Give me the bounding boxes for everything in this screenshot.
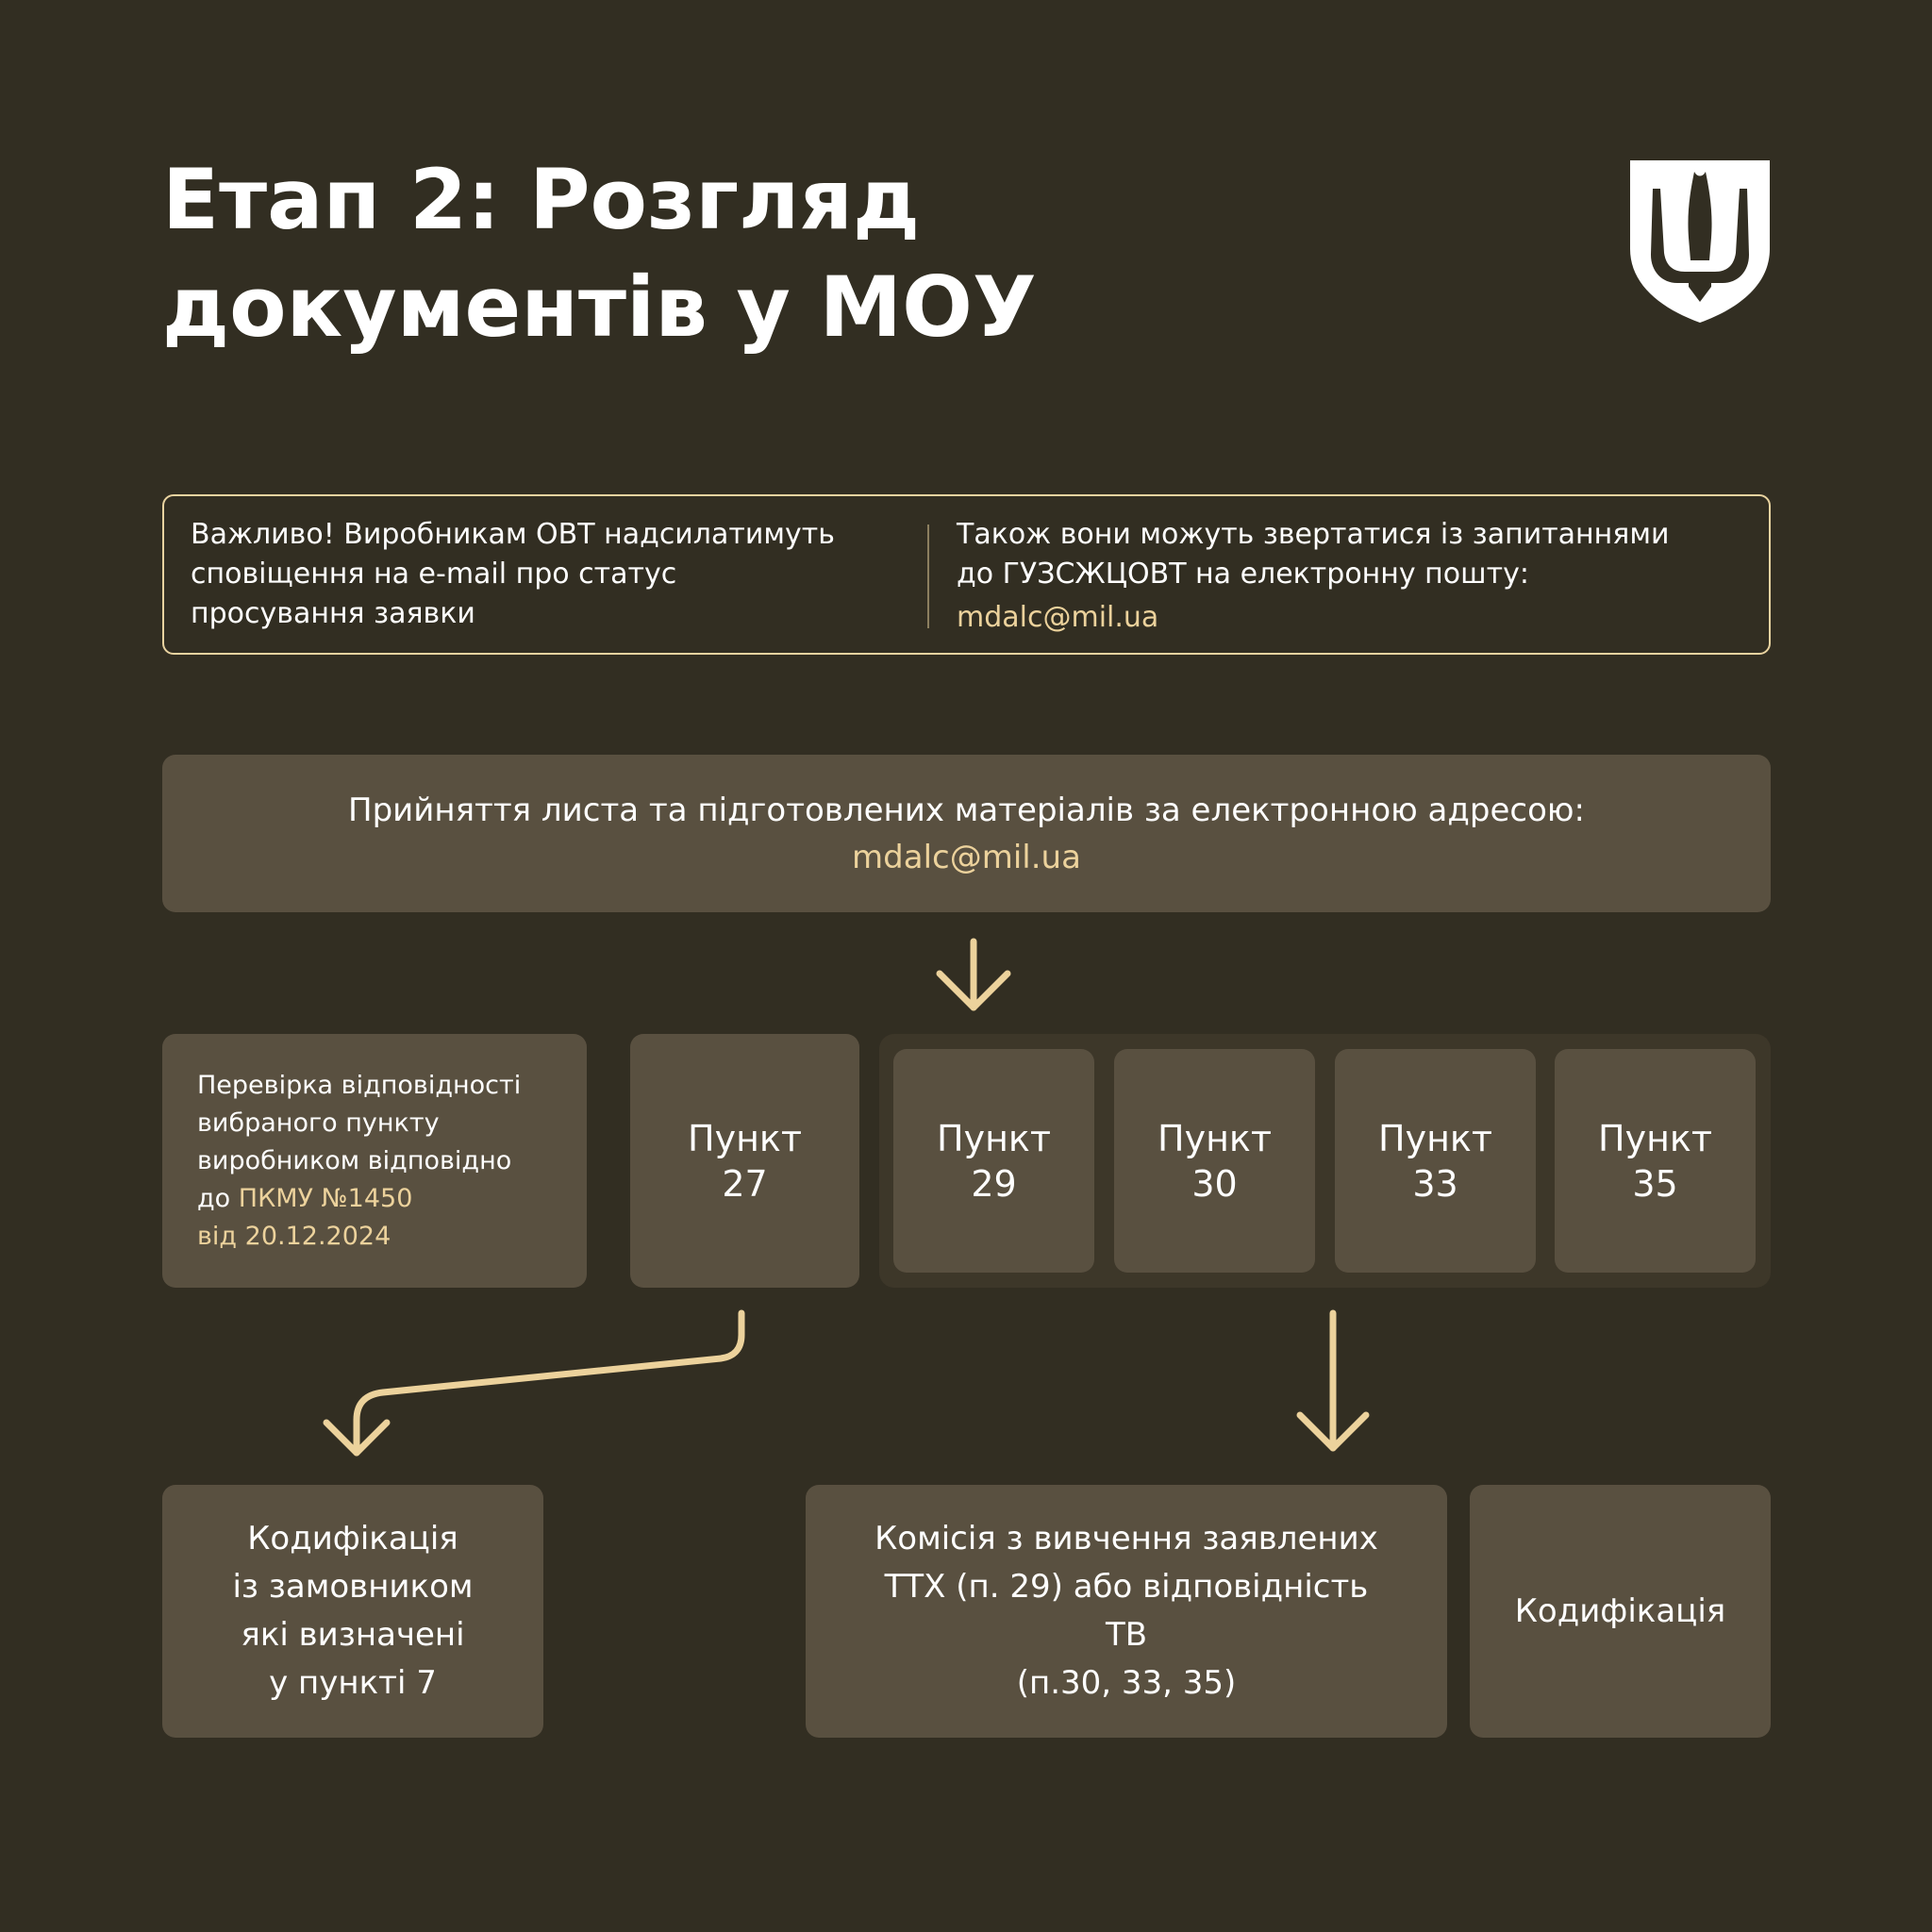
codification-customer-line-4: у пункті 7: [269, 1664, 437, 1702]
notice-important-line-1: Важливо! Виробникам ОВТ надсилатимуть: [191, 518, 835, 551]
notice-contact-line-2: до ГУЗСЖЦОВТ на електронну пошту:: [957, 558, 1529, 591]
codification-text: Кодифікація: [1514, 1591, 1726, 1630]
verification-prefix: до: [197, 1184, 239, 1213]
punkt-number: 30: [1191, 1162, 1238, 1205]
punkt-number: 33: [1412, 1162, 1458, 1205]
resolution-link[interactable]: ПКМУ №1450: [238, 1184, 413, 1213]
page-title-line-2: документів у МОУ: [162, 258, 1037, 356]
page-title-line-1: Етап 2: Розгляд: [162, 151, 921, 248]
punkt-label: Пункт: [937, 1117, 1051, 1159]
arrow-curved-left-icon: [326, 1313, 741, 1453]
punkt-number: 27: [722, 1162, 768, 1205]
verification-line-1: Перевірка відповідності: [197, 1071, 522, 1100]
punkt-label: Пункт: [1158, 1117, 1272, 1159]
notice-contact-line-1: Також вони можуть звертатися із запитаннями: [957, 518, 1670, 551]
verification-line-3: виробником відповідно: [197, 1146, 512, 1175]
punkt-number: 29: [971, 1162, 1017, 1205]
notice-important-line-2: сповіщення на e-mail про статус: [191, 558, 677, 591]
punkt-label: Пункт: [1598, 1117, 1712, 1159]
codification-customer-line-2: із замовником: [232, 1568, 474, 1606]
acceptance-text: Прийняття листа та підготовлених матеріалів за електронною адресою:: [348, 791, 1585, 829]
commission-line-1: Комісія з вивчення заявлених: [874, 1520, 1378, 1557]
commission-line-2: ТТХ (п. 29) або відповідність: [884, 1568, 1369, 1606]
notice-email-link[interactable]: mdalc@mil.ua: [957, 601, 1159, 634]
punkt-label: Пункт: [1378, 1117, 1492, 1159]
acceptance-email-link[interactable]: mdalc@mil.ua: [852, 838, 1081, 876]
punkt-number: 35: [1632, 1162, 1678, 1205]
verification-line-2: вибраного пункту: [197, 1108, 440, 1138]
commission-line-4: (п.30, 33, 35): [1016, 1664, 1237, 1702]
arrow-down-icon: [1300, 1313, 1366, 1448]
codification-customer-line-1: Кодифікація: [247, 1520, 458, 1557]
commission-line-3: ТВ: [1105, 1616, 1148, 1654]
arrow-down-icon: [940, 941, 1008, 1008]
resolution-date: від 20.12.2024: [197, 1222, 391, 1251]
notice-important-line-3: просування заявки: [191, 597, 475, 630]
punkt-label: Пункт: [688, 1117, 802, 1159]
codification-customer-line-3: які визначені: [241, 1616, 465, 1654]
